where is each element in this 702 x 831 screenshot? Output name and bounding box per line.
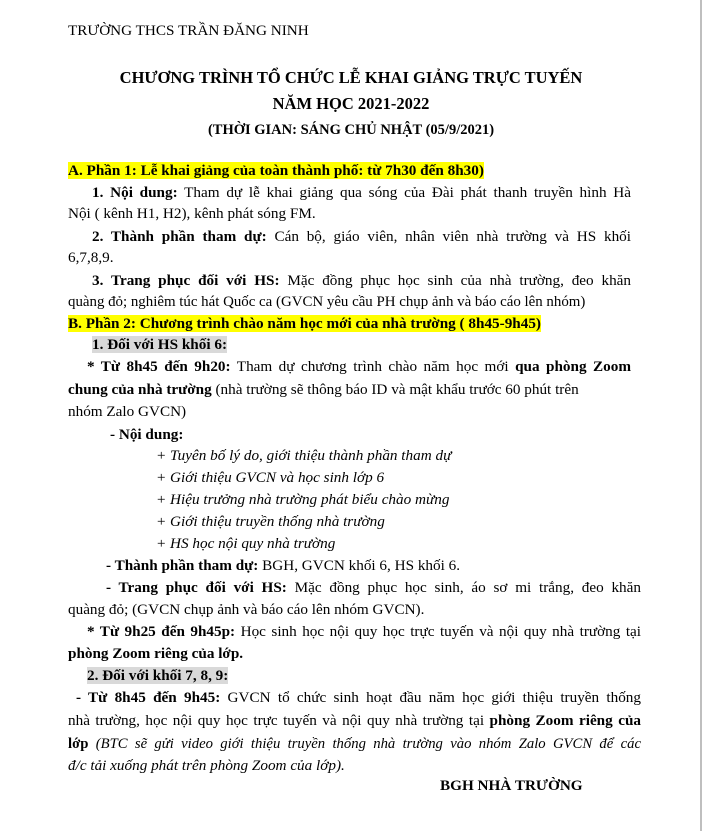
- title-line-2: NĂM HỌC 2021-2022: [272, 94, 430, 113]
- part-a-item2-line2: 6,7,8,9.: [68, 249, 114, 266]
- part-a-heading: A. Phần 1: Lễ khai giảng của toàn thành phố: từ 7h30 đến 8h30): [68, 162, 484, 179]
- uniform-line1: - Trang phục đối với HS: Mặc đồng phục học sinh, áo sơ mi trắng, đeo khăn: [106, 579, 641, 596]
- content-label: - Nội dung:: [110, 426, 184, 443]
- school-name: TRƯỜNG THCS TRẦN ĐĂNG NINH: [68, 22, 309, 39]
- content-item-2: + Giới thiệu GVCN và học sinh lớp 6: [156, 469, 385, 486]
- part-b-heading: B. Phần 2: Chương trình chào năm học mới của nhà trường ( 8h45-9h45): [68, 315, 541, 332]
- content-item-3: + Hiệu trưởng nhà trường phát biểu chào mừng: [156, 491, 450, 508]
- part-a-item1-line2: Nội ( kênh H1, H2), kênh phát sóng FM.: [68, 205, 316, 222]
- content-item-5: + HS học nội quy nhà trường: [156, 535, 336, 552]
- time3-line1: - Từ 8h45 đến 9h45: GVCN tổ chức sinh hoạt đầu năm học giới thiệu truyền thống: [76, 689, 641, 706]
- part-a-item3-line2: quàng đỏ; nghiêm túc hát Quốc ca (GVCN yêu cầu PH chụp ảnh và báo cáo lên nhóm): [68, 294, 586, 310]
- content-item-4: + Giới thiệu truyền thống nhà trường: [156, 513, 385, 530]
- content-item-1: + Tuyên bố lý do, giới thiệu thành phần tham dự: [156, 447, 452, 464]
- signature: BGH NHÀ TRƯỜNG: [440, 777, 583, 794]
- grade789-heading: 2. Đối với khối 7, 8, 9:: [87, 667, 229, 684]
- part-a-item3-line1: 3. Trang phục đối với HS: Mặc đồng phục học sinh của nhà trường, đeo khăn: [92, 272, 631, 289]
- part-a-item1-line1: 1. Nội dung: Tham dự lễ khai giảng qua sóng của Đài phát thanh truyền hình Hà: [92, 184, 631, 201]
- time2-line1: * Từ 9h25 đến 9h45p: Học sinh học nội quy học trực tuyến và nội quy nhà trường tại: [87, 623, 641, 640]
- uniform-line2: quàng đỏ; (GVCN chụp ảnh và báo cáo lên nhóm GVCN).: [68, 601, 425, 618]
- time3-line3: lớp (BTC sẽ gửi video giới thiệu truyền thống nhà trường vào nhóm Zalo GVCN để các: [68, 736, 641, 752]
- time3-line4: đ/c tải xuống phát trên phòng Zoom của lớp).: [68, 757, 345, 774]
- time2-line2: phòng Zoom riêng của lớp.: [68, 645, 244, 662]
- title-line-3: (THỜI GIAN: SÁNG CHỦ NHẬT (05/9/2021): [207, 122, 495, 138]
- title-line-1: CHƯƠNG TRÌNH TỔ CHỨC LỄ KHAI GIẢNG TRỰC TUYẾN: [119, 68, 583, 87]
- participants-line: - Thành phần tham dự: BGH, GVCN khối 6, HS khối 6.: [106, 557, 461, 574]
- grade6-heading: 1. Đối với HS khối 6:: [92, 336, 227, 353]
- time1-line1: * Từ 8h45 đến 9h20: Tham dự chương trình chào năm học mới qua phòng Zoom: [87, 358, 631, 375]
- time1-line3: nhóm Zalo GVCN): [68, 403, 187, 420]
- part-a-item2-line1: 2. Thành phần tham dự: Cán bộ, giáo viên, nhân viên nhà trường và HS khối: [92, 228, 631, 245]
- time1-line2: chung của nhà trường (nhà trường sẽ thông báo ID và mật khẩu trước 60 phút trên: [68, 381, 579, 398]
- time3-line2: nhà trường, học nội quy học trực tuyến và nội quy nhà trường tại phòng Zoom riêng của: [68, 712, 641, 729]
